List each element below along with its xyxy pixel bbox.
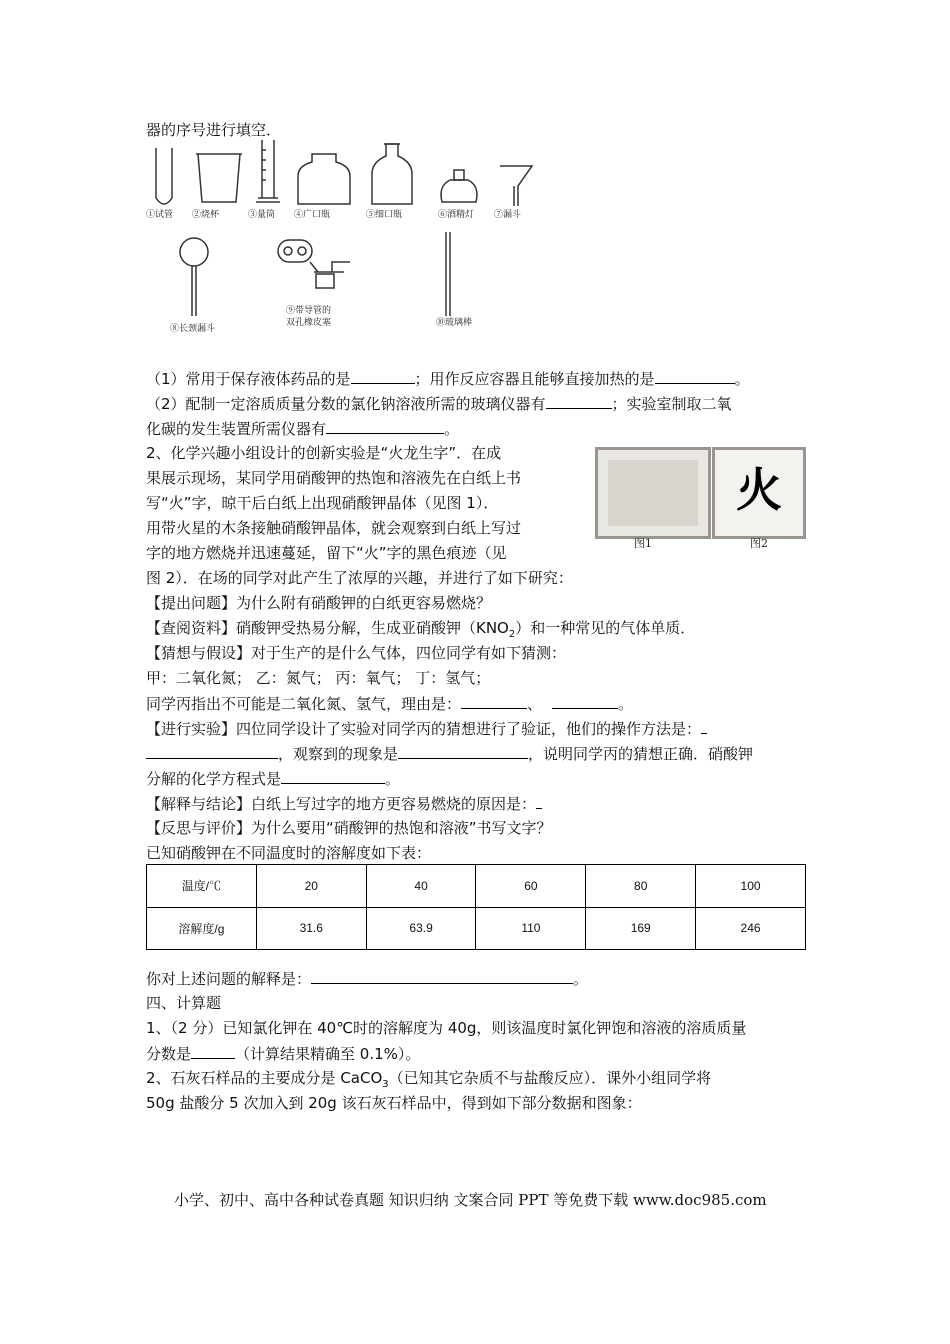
table-cell: 110 [476, 907, 586, 950]
table-row [147, 907, 806, 950]
fig1-image [595, 447, 711, 539]
apparatus-label: ⑤细口瓶 [366, 210, 403, 220]
table-cell: 246 [696, 907, 806, 950]
apparatus-label: ⑩玻璃棒 [436, 318, 473, 328]
answer-blank[interactable] [536, 793, 542, 809]
cylinder-icon [256, 140, 280, 202]
q2-para: 图 2）．在场的同学对此产生了浓厚的兴趣，并进行了如下研究： [146, 569, 573, 587]
apparatus-label: ⑨带导管的 [286, 306, 332, 316]
narrow-bottle-icon [372, 144, 412, 204]
answer-blank[interactable] [461, 693, 527, 709]
q1-line3: 化碳的发生装置所需仪器有 。 [146, 420, 460, 438]
stopper-icon [314, 262, 350, 272]
answer-blank[interactable] [351, 368, 415, 384]
conclusion-line: 【解释与结论】白纸上写过字的地方更容易燃烧的原因是： [146, 793, 542, 814]
reason-line: 同学丙指出不可能是二氧化氮、氢气，理由是： 、 。 [146, 695, 634, 713]
experiment-line2: ，观察到的现象是 ，说明同学丙的猜想正确．硝酸钾 [146, 743, 753, 764]
long-funnel-icon [180, 238, 208, 266]
intro-text: 器的序号进行填空． [146, 121, 282, 139]
table-header-cell: 溶解度/g [147, 907, 257, 950]
table-cell: 169 [586, 907, 696, 950]
answer-blank[interactable] [326, 418, 444, 434]
info-line: 【查阅资料】硝酸钾受热易分解，生成亚硝酸钾$(KNO_2)$和一种常见的气体单质． [146, 619, 696, 640]
fig2-caption: 图2 [750, 537, 768, 550]
answer-blank[interactable] [398, 743, 528, 759]
hypothesis-line: 【猜想与假设】对于生产的是什么气体，四位同学有如下猜测： [146, 644, 567, 662]
answer-blank[interactable] [311, 968, 573, 984]
fig2-character: 火 [736, 463, 782, 517]
apparatus-label: ④广口瓶 [294, 210, 331, 220]
table-cell: 40 [366, 865, 476, 908]
q2-para: 2、化学兴趣小组设计的创新实验是“火龙生字”．在成 [146, 444, 502, 462]
stopper-arrow [310, 262, 318, 272]
solubility-table [146, 864, 806, 950]
q1-line1: （1）常用于保存液体药品的是 ；用作反应容器且能够直接加热的是 。 [146, 370, 750, 388]
answer-blank[interactable] [552, 693, 618, 709]
answer-blank[interactable] [146, 743, 278, 759]
answer-blank[interactable] [281, 768, 385, 784]
experiment-line3: 分解的化学方程式是 。 [146, 770, 401, 788]
known-line: 已知硝酸钾在不同温度时的溶解度如下表： [146, 844, 432, 862]
apparatus-figure [146, 140, 541, 340]
calc-q2-line1: 2、石灰石样品的主要成分是 CaCO$_3$（已知其它杂质不与盐酸反应）．课外小组同学将 [146, 1069, 712, 1090]
apparatus-label: ①试管 [146, 210, 174, 220]
fig1-caption: 图1 [634, 537, 652, 550]
table-cell: 60 [476, 865, 586, 908]
fig2-image [712, 447, 806, 539]
ask-line: 【提出问题】为什么附有硝酸钾的白纸更容易燃烧？ [146, 594, 492, 612]
apparatus-label: ②烧杯 [192, 210, 220, 220]
answer-blank[interactable] [701, 718, 707, 734]
reflection-line: 【反思与评价】为什么要用“硝酸钾的热饱和溶液”书写文字？ [146, 819, 552, 837]
table-cell: 80 [586, 865, 696, 908]
beaker-icon [198, 154, 240, 202]
table-row [147, 865, 806, 908]
apparatus-label: ⑦漏斗 [494, 210, 522, 220]
section-title: 四、计算题 [146, 994, 222, 1012]
table-cell: 63.9 [366, 907, 476, 950]
alcohol-lamp-icon [441, 180, 477, 202]
test-tube-icon [156, 148, 172, 204]
table-cell: 20 [256, 865, 366, 908]
apparatus-drawing [146, 140, 541, 340]
q2-para: 写“火”字，晾干后白纸上出现硝酸钾晶体（见图 1）． [146, 494, 499, 512]
funnel-icon [500, 166, 532, 206]
answer-blank[interactable] [191, 1043, 235, 1059]
apparatus-label: ⑥酒精灯 [438, 210, 475, 220]
q1-line2: （2）配制一定溶质质量分数的氯化钠溶液所需的玻璃仪器有 ；实验室制取二氧 [146, 395, 732, 413]
apparatus-label: 双孔橡皮塞 [286, 318, 332, 328]
guesses-line: 甲：二氧化氮； 乙：氮气； 丙：氧气； 丁：氢气； [146, 669, 491, 687]
apparatus-label: ⑧长颈漏斗 [170, 324, 216, 334]
glass-rod-icon [446, 232, 450, 316]
calc-q1-line1: 1、（2 分）已知氯化钾在 40℃时的溶解度为 40g，则该温度时氯化钾饱和溶液的溶质质量 [146, 1019, 747, 1037]
answer-blank[interactable] [546, 393, 612, 409]
explanation-line: 你对上述问题的解释是： 。 [146, 970, 589, 988]
q2-para: 字的地方燃烧并迅速蔓延，留下“火”字的黑色痕迹（见 [146, 544, 507, 562]
apparatus-label: ③量筒 [248, 210, 276, 220]
wide-bottle-icon [298, 154, 350, 204]
q2-para: 果展示现场，某同学用硝酸钾的热饱和溶液先在白纸上书 [146, 469, 522, 487]
page-footer: 小学、初中、高中各种试卷真题 知识归纳 文案合同 PPT 等免费下载 www.doc985.com [174, 1191, 767, 1209]
q2-para: 用带火星的木条接触硝酸钾晶体，就会观察到白纸上写过 [146, 519, 522, 537]
experiment-line: 【进行实验】四位同学设计了实验对同学丙的猜想进行了验证，他们的操作方法是： [146, 718, 707, 739]
table-cell: 31.6 [256, 907, 366, 950]
calc-q2-line2: 50g 盐酸分 5 次加入到 20g 该石灰石样品中，得到如下部分数据和图象： [146, 1094, 642, 1112]
table-cell: 100 [696, 865, 806, 908]
answer-blank[interactable] [655, 368, 735, 384]
calc-q1-line2: 分数是 （计算结果精确至 0.1%）。 [146, 1045, 421, 1063]
table-header-cell: 温度/℃ [147, 865, 257, 908]
